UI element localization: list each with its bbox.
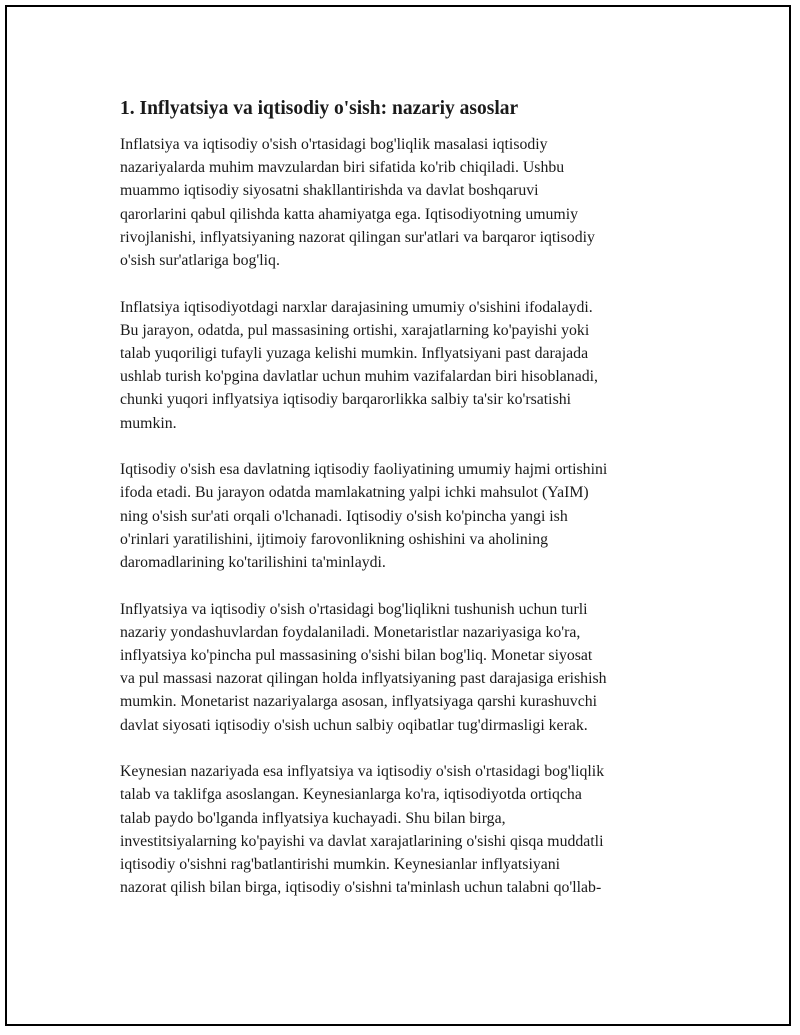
text-line: ning o'sish sur'ati orqali o'lchanadi. Iqtisodiy o'sish ko'pincha yangi ish	[120, 507, 568, 525]
page-frame	[5, 5, 791, 1026]
text-line: talab paydo bo'lganda inflyatsiya kuchayadi. Shu bilan birga,	[120, 809, 506, 827]
text-line: Inflatsiya iqtisodiyotdagi narxlar darajasining umumiy o'sishini ifodalaydi.	[120, 298, 593, 316]
paragraph-1	[120, 133, 692, 272]
text-line: Iqtisodiy o'sish esa davlatning iqtisodiy faoliyatining umumiy hajmi ortishini	[120, 461, 608, 479]
text-line: va pul massasi nazorat qilingan holda inflyatsiyaning past darajasiga erishish	[120, 670, 607, 688]
text-line: Inflyatsiya va iqtisodiy o'sish o'rtasidagi bog'liqlikni tushunish uchun turli	[120, 600, 588, 618]
paragraph-3	[120, 458, 692, 574]
paragraph-5	[120, 760, 692, 899]
text-line: talab va taklifga asoslangan. Keynesianlarga ko'ra, iqtisodiyotda ortiqcha	[120, 786, 582, 804]
section-heading: 1. Inflyatsiya va iqtisodiy o'sish: nazariy asoslar	[120, 98, 519, 119]
text-line: Bu jarayon, odatda, pul massasining ortishi, xarajatlarning ko'payishi yoki	[120, 321, 590, 339]
text-line: nazariy yondashuvlardan foydalaniladi. Monetaristlar nazariyasiga ko'ra,	[120, 623, 581, 641]
text-line: nazariyalarda muhim mavzulardan biri sifatida ko'rib chiqiladi. Ushbu	[120, 159, 565, 177]
text-line: talab yuqoriligi tufayli yuzaga kelishi mumkin. Inflyatsiyani past darajada	[120, 345, 589, 363]
text-line: o'rinlari yaratilishini, ijtimoiy farovonlikning oshishini va aholining	[120, 530, 548, 548]
text-line: iqtisodiy o'sishni rag'batlantirishi mumkin. Keynesianlar inflyatsiyani	[120, 856, 561, 874]
text-line: ifoda etadi. Bu jarayon odatda mamlakatning yalpi ichki mahsulot (YaIM)	[120, 484, 589, 502]
text-line: mumkin. Monetarist nazariyalarga asosan, inflyatsiyaga qarshi kurashuvchi	[120, 693, 597, 711]
text-line: nazorat qilish bilan birga, iqtisodiy o'sishni ta'minlash uchun talabni qo'llab-	[120, 879, 602, 897]
text-line: investitsiyalarning ko'payishi va davlat xarajatlarining o'sishi qisqa muddatli	[120, 832, 604, 850]
text-line: davlat siyosati iqtisodiy o'sish uchun salbiy oqibatlar tug'dirmasligi kerak.	[120, 716, 588, 734]
text-line: ushlab turish ko'pgina davlatlar uchun muhim vazifalardan biri hisoblanadi,	[120, 368, 598, 386]
text-line: Inflatsiya va iqtisodiy o'sish o'rtasidagi bog'liqlik masalasi iqtisodiy	[120, 136, 548, 153]
text-line: chunki yuqori inflyatsiya iqtisodiy barqarorlikka salbiy ta'sir ko'rsatishi	[120, 391, 571, 409]
text-line: qarorlarini qabul qilishda katta ahamiyatga ega. Iqtisodiyotning umumiy	[120, 205, 579, 223]
text-line: inflyatsiya ko'pincha pul massasining o'sishi bilan bog'liq. Monetar siyosat	[120, 647, 593, 665]
text-line: daromadlarining ko'tarilishini ta'minlaydi.	[120, 554, 386, 572]
text-line: muammo iqtisodiy siyosatni shakllantirishda va davlat boshqaruvi	[120, 182, 539, 200]
text-line: o'sish sur'atlariga bog'liq.	[120, 252, 280, 270]
paragraph-2	[120, 296, 692, 435]
text-line: rivojlanishi, inflyatsiyaning nazorat qilingan sur'atlari va barqaror iqtisodiy	[120, 228, 595, 246]
paragraph-4	[120, 598, 692, 737]
text-line: mumkin.	[120, 414, 177, 432]
text-line: Keynesian nazariyada esa inflyatsiya va iqtisodiy o'sish o'rtasidagi bog'liqlik	[120, 763, 605, 781]
document-body	[120, 97, 692, 923]
